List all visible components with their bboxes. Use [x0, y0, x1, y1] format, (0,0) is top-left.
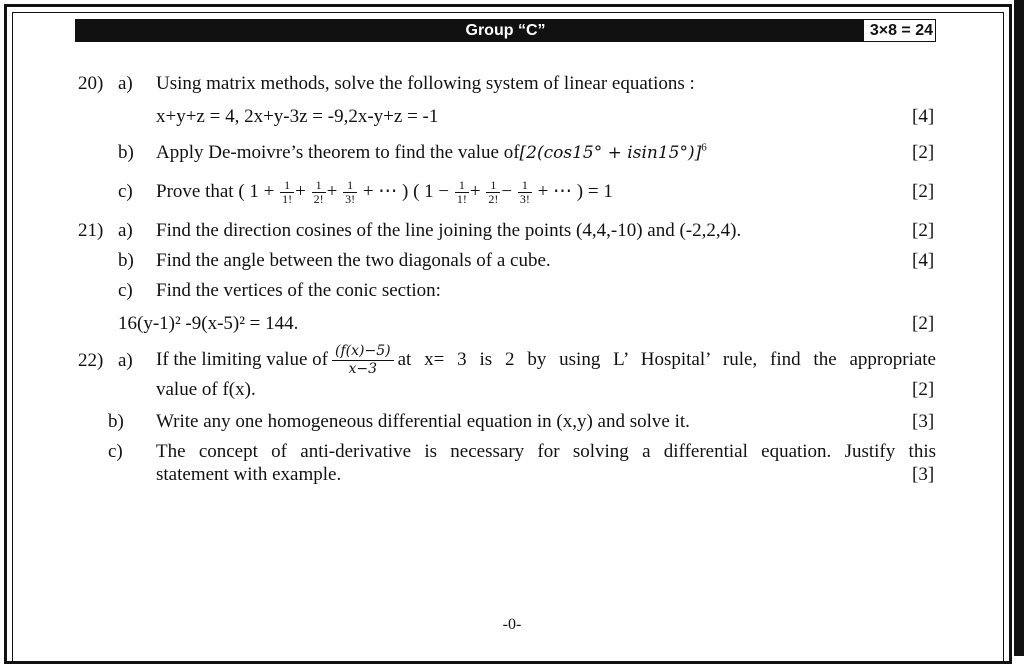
q20c-expr-part1: ( 1 + [238, 181, 275, 202]
q22a-line1 [156, 340, 936, 380]
q22a-text-post: at x= 3 is 2 by using L’ Hospital’ rule, find the appropriate [397, 349, 936, 370]
q20c-text: Prove that [156, 181, 234, 202]
fraction-1-over-3fact-b: $\frac{1}{3!}$ [519, 178, 530, 207]
q20a-label: a) [118, 73, 133, 94]
q22c-text-line2: statement with example. [156, 464, 342, 485]
fraction-1-over-1fact-b: $\frac{1}{1!}$ [456, 178, 467, 207]
q21b-text: Find the angle between the two diagonals of a cube. [156, 250, 551, 271]
q21b-marks: [4] [912, 250, 935, 271]
q22a-marks: [2] [912, 379, 935, 400]
group-marks: 3×8 = 24 [863, 19, 936, 42]
q20c-question: Prove that ( 1 + $\frac{1}{1!}$ + $\frac{1}{2!}$ + $\frac{1}{3!}$ + ⋯ ) ( 1 − $\frac{1}{1!}$ + $\frac{1}{2!}$ − $\frac{1}{3!}$ + ⋯ ) = 1 [156, 178, 613, 207]
q20c-expr-part3: + ⋯ ) = 1 [537, 181, 613, 202]
q20a-equations: x+y+z = 4, 2x+y-3z = -9,2x-y+z = -1 [156, 106, 439, 127]
q22b-label: b) [108, 411, 124, 432]
fraction-1-over-2fact: $\frac{1}{2!}$ [313, 178, 324, 207]
q22a-fraction-denominator: x−3 [348, 360, 378, 377]
group-title: Group “C” [465, 22, 546, 39]
q20-number: 20) [78, 73, 104, 94]
q22c-marks: [3] [912, 464, 935, 485]
q22c-text-line1: The concept of anti-derivative is necessary for solving a differential equation. Justify this [156, 441, 936, 462]
q22a-text-pre: If the limiting value of [156, 349, 329, 370]
q21c-label: c) [118, 280, 133, 301]
q21-number: 21) [78, 220, 104, 241]
page-number: -0- [502, 616, 522, 633]
q21b-label: b) [118, 250, 134, 271]
q21a-marks: [2] [912, 220, 935, 241]
q20c-label: c) [118, 181, 133, 202]
q20b-power: 6 [701, 141, 707, 154]
q20b-question [156, 141, 707, 165]
q20b-label: b) [118, 142, 134, 163]
group-header [75, 19, 936, 42]
q20b-expression: [2(cos15° + isin15°)] [519, 143, 702, 163]
q21c-equation: 16(y-1)² -9(x-5)² = 144. [118, 313, 299, 334]
page-edge-bar [1014, 0, 1024, 656]
q22c-label: c) [108, 441, 123, 462]
fraction-1-over-1fact: $\frac{1}{1!}$ [282, 178, 293, 207]
q20b-text: Apply De-moivre’s theorem to find the value of [156, 142, 520, 163]
q22a-text-line2: value of f(x). [156, 379, 256, 400]
q22a-fraction-numerator: (f(x)−5) [332, 343, 394, 361]
q22b-marks: [3] [912, 411, 935, 432]
q21a-label: a) [118, 220, 133, 241]
q20c-marks: [2] [912, 181, 935, 202]
fraction-1-over-2fact-b: $\frac{1}{2!}$ [488, 178, 499, 207]
q21c-marks: [2] [912, 313, 935, 334]
q21c-text: Find the vertices of the conic section: [156, 280, 441, 301]
q20a-marks: [4] [912, 106, 935, 127]
q20b-marks: [2] [912, 142, 935, 163]
q20c-expr-part2: + ⋯ ) ( 1 − [362, 181, 450, 202]
fraction-1-over-3fact: $\frac{1}{3!}$ [345, 178, 356, 207]
q22b-text: Write any one homogeneous differential equation in (x,y) and solve it. [156, 411, 690, 432]
q21a-text: Find the direction cosines of the line joining the points (4,4,-10) and (-2,2,4). [156, 220, 742, 241]
q22a-fraction [332, 343, 394, 378]
q20a-text: Using matrix methods, solve the following system of linear equations : [156, 73, 695, 94]
q22-number: 22) [78, 350, 104, 371]
q22a-label: a) [118, 350, 133, 371]
